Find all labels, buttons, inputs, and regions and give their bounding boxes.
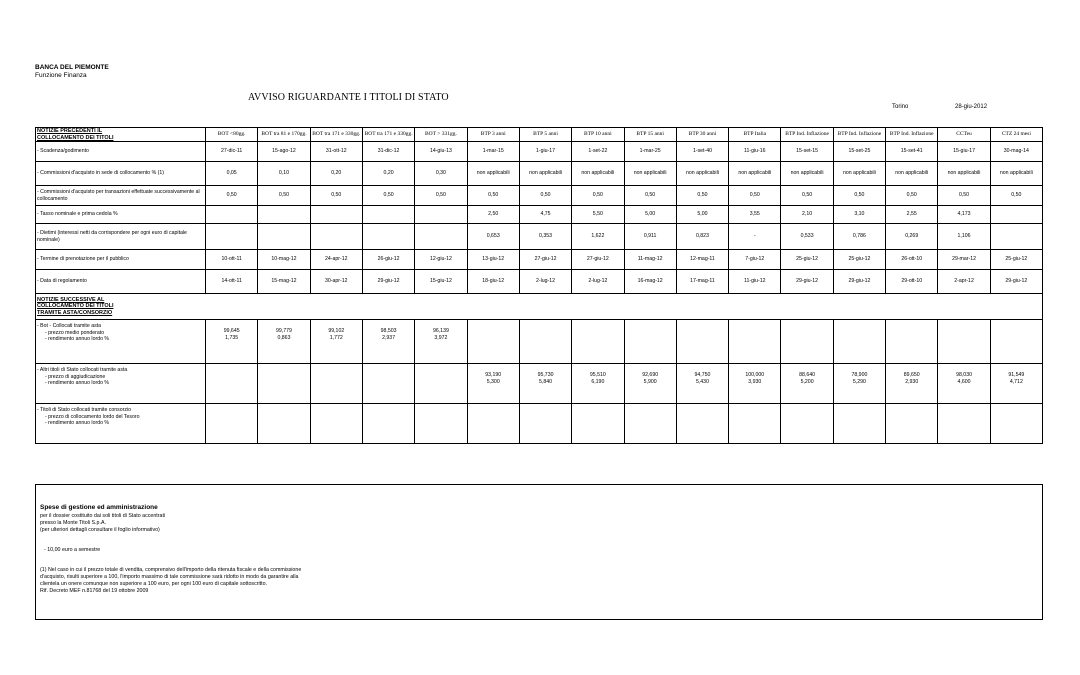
row-label: - Termine di prenotazione per il pubblico [36,250,206,270]
table-cell [781,320,833,364]
table-cell [519,364,571,404]
table-cell [206,320,258,364]
table-cell: 0,353 [519,224,571,250]
securities-table [35,127,1043,444]
row-label-line: - rendimento annuo lordo % [45,420,110,426]
table-cell [990,206,1042,224]
table-cell: 0,50 [258,186,310,206]
cell-price: 99,779 [276,328,292,334]
table-cell [258,320,310,364]
column-header: BOT tra 171 e 330gg. [362,128,414,142]
table-cell [415,206,467,224]
cell-price: 99,645 [223,328,240,334]
table-cell: 14-giu-13 [415,142,467,162]
table-cell: 25-giu-12 [990,250,1042,270]
table-cell: non applicabili [781,162,833,186]
table-cell: 15-ago-12 [258,142,310,162]
table-cell: 12-mag-11 [676,250,728,270]
table-cell: 1-set-22 [572,142,624,162]
row-label-line: - prezzo di aggiudicazione [45,373,106,380]
table-cell: 1-set-40 [676,142,728,162]
cell-yield: 4,600 [957,378,971,385]
table-cell: 5,00 [676,206,728,224]
fees-notes-box [35,484,1043,620]
cell-price: 89,650 [903,372,920,378]
table-cell [990,364,1042,404]
table-cell: 1-giu-17 [519,142,571,162]
table-row [36,162,1043,186]
table-cell: 27-dic-11 [206,142,258,162]
table-cell [729,364,781,404]
row-label-line: - Titoli di Stato collocati tramite consorzio [37,407,131,413]
table-row [36,404,1043,444]
table-cell: 4,173 [938,206,990,224]
footnote-line: d'acquisto, risulti superiore a 100, l'importo massimo di tale commissione sarà ridotto in modo da garantire alla [40,574,299,580]
column-header: BOT > 331gg. [415,128,467,142]
table-cell: 29-giu-12 [781,270,833,294]
cell-yield: 5,200 [800,378,814,385]
table-cell: 0,05 [206,162,258,186]
table-cell [206,364,258,404]
table-cell: 0,50 [729,186,781,206]
table-cell: non applicabili [467,162,519,186]
cell-price: 98,503 [380,328,397,334]
column-header: BOT <80gg. [206,128,258,142]
cell-yield: 2,937 [382,334,396,341]
cell-yield: 5,900 [643,378,657,385]
table-cell: non applicabili [624,162,676,186]
table-cell: 12-giu-12 [415,250,467,270]
table-cell: 15-set-41 [886,142,938,162]
table-cell [415,364,467,404]
table-cell: 1-mar-25 [624,142,676,162]
table-cell: 0,50 [362,186,414,206]
table-cell [362,206,414,224]
table-cell: 0,50 [781,186,833,206]
column-header: BOT tra 81 e 170gg. [258,128,310,142]
table-cell [519,320,571,364]
fees-title: Spese di gestione ed amministrazione [40,504,158,511]
table-cell: 2-lug-12 [519,270,571,294]
row-label: - Commissioni d'acquisto per transazioni effettuate successivamente al collocamento [36,186,206,206]
table-cell: 5,00 [624,206,676,224]
table-cell: 0,50 [519,186,571,206]
cell-price: 99,102 [328,328,345,334]
column-header: BTP 5 anni [519,128,571,142]
table-cell [467,364,519,404]
cell-yield: 2,930 [905,378,919,385]
column-header: BTP 10 anni [572,128,624,142]
cell-yield: 4,712 [1009,378,1023,385]
table-cell [362,224,414,250]
table-row [36,270,1043,294]
table-row [36,224,1043,250]
table-cell: 0,653 [467,224,519,250]
fees-line: presso la Monte Titoli S.p.A. [40,520,106,526]
bank-department: Funzione Finanza [35,72,87,79]
table-cell: 29-giu-12 [362,270,414,294]
table-cell [467,404,519,444]
row-label-line: - prezzo di collocamento lordo del Tesoro [45,413,140,420]
cell-price: 91,549 [1008,372,1025,378]
cell-price: 100,000 [745,372,765,378]
table-cell [572,320,624,364]
document-date: 28-giu-2012 [955,104,988,110]
table-cell [676,320,728,364]
row-label [36,364,206,404]
cell-price: 98,030 [956,372,972,378]
row-label: - Commissioni d'acquisto in sede di collocamento % (1) [36,162,206,186]
table-cell [990,320,1042,364]
table-cell: 0,269 [886,224,938,250]
table-cell: 10-mag-12 [258,250,310,270]
table-cell [519,404,571,444]
row-label: - Data di regolamento [36,270,206,294]
table-cell: 0,786 [833,224,885,250]
table-cell: non applicabili [676,162,728,186]
table-cell [206,224,258,250]
cell-yield: 3,972 [434,334,448,341]
table-cell: 0,50 [938,186,990,206]
table-cell: 15-mag-12 [258,270,310,294]
table-cell: 4,75 [519,206,571,224]
table-cell: 25-giu-12 [781,250,833,270]
table-cell [729,320,781,364]
cell-yield: 5,290 [852,378,866,385]
table-cell [729,404,781,444]
table-cell [310,224,362,250]
table-cell [781,404,833,444]
table-cell [781,364,833,404]
table-cell: non applicabili [519,162,571,186]
table-cell [624,404,676,444]
column-header: BTP 15 anni [624,128,676,142]
table-cell [624,364,676,404]
table-cell [362,320,414,364]
table-cell [990,224,1042,250]
bank-name: BANCA DEL PIEMONTE [35,64,109,71]
cell-yield: 1,735 [225,334,239,341]
table-cell [886,404,938,444]
section-heading-line: TRAMITE ASTA/CONSORZIO [37,309,113,316]
table-row [36,320,1043,364]
table-cell: 0,50 [624,186,676,206]
column-header: BTP Ind. Inflazione [781,128,833,142]
table-cell: 24-apr-12 [310,250,362,270]
row-label-line: - prezzo medio ponderato [45,329,105,336]
table-cell: 0,50 [206,186,258,206]
table-cell: 26-giu-12 [362,250,414,270]
row-label-line: - Altri titoli di Stato collocati tramite asta [37,367,128,373]
cell-price: 78,900 [851,372,868,378]
row-label: - Dietimi (interessi netti da corrispondere per ogni euro di capitale nominale) [36,224,206,250]
row-label [36,404,206,444]
table-cell [206,206,258,224]
table-cell: 3,55 [729,206,781,224]
cell-price: 93,190 [485,372,502,378]
table-cell [310,364,362,404]
cell-yield: 6,190 [591,378,605,385]
section-heading [36,294,1043,320]
row-label: - Scadenza/godimento [36,142,206,162]
table-cell [676,364,728,404]
section-heading-line: NOTIZIE PRECEDENTI IL [37,128,103,134]
row-label-line: - Bot - Collocati tramite asta [37,323,102,329]
cell-yield: 1,772 [329,334,343,341]
table-cell [415,320,467,364]
table-cell: 1,106 [938,224,990,250]
table-cell: non applicabili [729,162,781,186]
table-cell [258,364,310,404]
table-header-row [36,128,1043,142]
cell-yield: 5,300 [486,378,500,385]
table-cell: 0,50 [310,186,362,206]
cell-yield: 5,840 [539,378,553,385]
cell-yield: 5,430 [695,378,709,385]
table-cell: 7-giu-12 [729,250,781,270]
row-label: - Tasso nominale e prima cedola % [36,206,206,224]
table-cell: 25-giu-12 [833,250,885,270]
fees-line: per il dossier costituito dai soli titoli di Stato accentrati [40,513,166,519]
table-cell: 29-ott-10 [886,270,938,294]
cell-price: 92,690 [642,372,659,378]
table-row [36,206,1043,224]
table-cell [833,320,885,364]
table-cell: 0,533 [781,224,833,250]
table-cell: 27-giu-12 [519,250,571,270]
table-cell: 16-mag-12 [624,270,676,294]
table-cell [572,404,624,444]
fees-amount: - 10,00 euro a semestre [44,547,101,553]
fees-line: (per ulteriori dettagli consultare il foglio informativo) [40,527,160,533]
table-cell: 2,55 [886,206,938,224]
table-cell: 0,30 [415,162,467,186]
table-cell [886,364,938,404]
column-header: BTP 30 anni [676,128,728,142]
table-cell [833,404,885,444]
section-heading [36,128,206,142]
row-label-line: - rendimento annuo lordo % [45,336,110,342]
column-header: CCTeu [938,128,990,142]
footnote-line: (1) Nel caso in cui il prezzo totale di vendita, comprensivo dell'importo della ritenuta fiscale e della commissione [40,567,302,573]
table-cell [624,320,676,364]
table-cell: 18-giu-12 [467,270,519,294]
section-heading-line: NOTIZIE SUCCESSIVE AL [37,296,105,303]
row-label-line: - rendimento annuo lordo % [45,380,110,386]
table-cell: 2-lug-12 [572,270,624,294]
table-cell: 29-giu-12 [990,270,1042,294]
column-header: BTP Italia [729,128,781,142]
table-cell: 0,20 [310,162,362,186]
table-cell: 0,50 [467,186,519,206]
section-row [36,294,1043,320]
table-cell: non applicabili [833,162,885,186]
table-cell [467,320,519,364]
table-cell: 0,50 [990,186,1042,206]
table-cell [258,206,310,224]
table-cell [833,364,885,404]
cell-price: 95,730 [537,372,554,378]
table-cell [886,320,938,364]
table-cell [258,224,310,250]
table-cell: 0,20 [362,162,414,186]
column-header: BOT tra 171 e 330gg. [310,128,362,142]
table-cell: 2-apr-12 [938,270,990,294]
table-cell: 0,823 [676,224,728,250]
table-cell [572,364,624,404]
table-cell: 31-dic-12 [362,142,414,162]
row-label [36,320,206,364]
table-cell: 0,50 [676,186,728,206]
document-city: Torino [892,104,909,110]
table-cell: 17-mag-11 [676,270,728,294]
table-cell [938,404,990,444]
document-title: AVVISO RIGUARDANTE I TITOLI DI STATO [248,92,449,103]
table-cell: 0,50 [572,186,624,206]
table-cell: 30-apr-12 [310,270,362,294]
table-row [36,364,1043,404]
table-cell: 0,911 [624,224,676,250]
cell-yield: 0,863 [277,334,291,341]
table-cell: 29-giu-12 [833,270,885,294]
table-cell: non applicabili [990,162,1042,186]
table-cell: 15-giu-12 [415,270,467,294]
table-cell: 14-ott-11 [206,270,258,294]
table-cell [310,320,362,364]
table-cell [938,364,990,404]
table-cell: non applicabili [886,162,938,186]
cell-price: 94,750 [694,372,711,378]
table-cell: 26-ott-10 [886,250,938,270]
table-cell [415,224,467,250]
section-heading-line: COLLOCAMENTO DEI TITOLI [37,303,114,310]
table-cell: 1-mar-15 [467,142,519,162]
table-cell: - [729,224,781,250]
table-cell [990,404,1042,444]
column-header: BTP 3 anni [467,128,519,142]
footnote-reference: Rif. Decreto MEF n.81768 del 19 ottobre 2009 [40,588,149,594]
section-heading-line: COLLOCAMENTO DEI TITOLI [37,134,114,141]
table-cell: 2,10 [781,206,833,224]
table-row [36,186,1043,206]
table-cell: 13-giu-12 [467,250,519,270]
table-cell: 0,50 [833,186,885,206]
table-cell: 15-set-15 [781,142,833,162]
table-cell: 3,10 [833,206,885,224]
table-cell [310,404,362,444]
table-cell: 30-mag-14 [990,142,1042,162]
table-cell: 0,50 [886,186,938,206]
table-cell: 10-ott-11 [206,250,258,270]
table-cell [206,404,258,444]
table-cell: 11-mag-12 [624,250,676,270]
column-header: CTZ 24 mesi [990,128,1042,142]
table-cell [362,404,414,444]
table-cell: 5,50 [572,206,624,224]
table-cell [415,404,467,444]
cell-price: 95,510 [589,372,606,378]
column-header: BTP Ind. Inflazione [833,128,885,142]
table-cell [362,364,414,404]
table-cell: non applicabili [938,162,990,186]
table-cell [258,404,310,444]
column-header: BTP Ind. Inflazione [886,128,938,142]
cell-price: 96,139 [432,328,449,334]
table-cell: 29-mar-12 [938,250,990,270]
table-cell [676,404,728,444]
table-cell: 15-giu-17 [938,142,990,162]
table-cell [310,206,362,224]
table-row [36,250,1043,270]
table-cell: 11-giu-12 [729,270,781,294]
cell-price: 88,640 [799,372,816,378]
table-cell: 0,10 [258,162,310,186]
cell-yield: 3,930 [748,378,762,385]
table-cell: non applicabili [572,162,624,186]
footnote-line: clientela un onere comunque non superiore a 100 euro, per ogni 100 euro di capitale sottoscritto. [40,581,268,587]
table-cell: 27-giu-12 [572,250,624,270]
table-cell [938,320,990,364]
table-cell: 2,50 [467,206,519,224]
table-cell: 0,50 [415,186,467,206]
table-cell: 1,622 [572,224,624,250]
table-row [36,142,1043,162]
table-cell: 15-set-25 [833,142,885,162]
table-cell: 11-giu-16 [729,142,781,162]
table-cell: 31-ott-12 [310,142,362,162]
